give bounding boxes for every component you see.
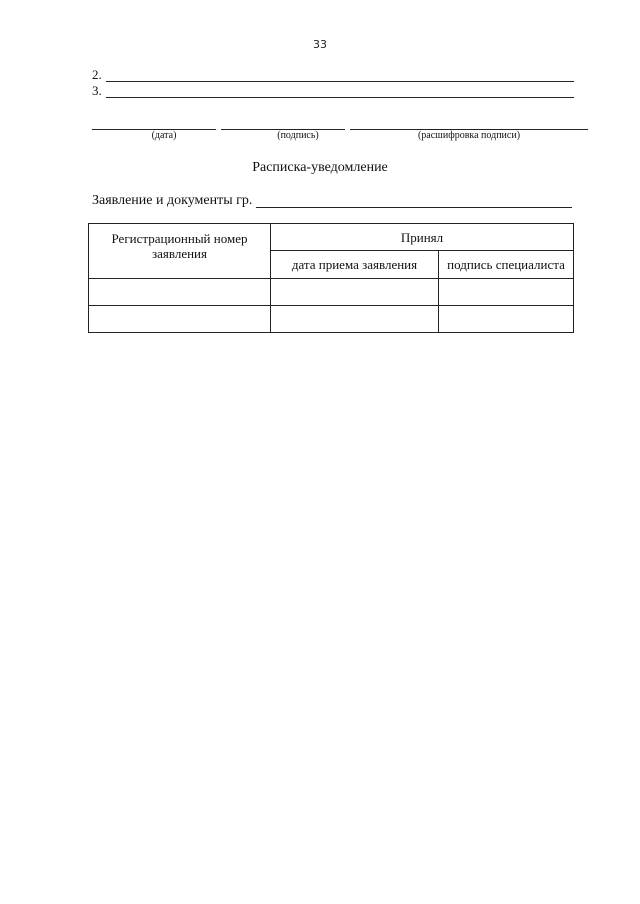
list-item-number: 2. — [92, 67, 102, 82]
list-item-number: 3. — [92, 83, 102, 98]
applicant-blank — [256, 207, 572, 208]
table-cell — [439, 279, 574, 306]
accepted-header: Принял — [271, 224, 574, 251]
table-cell — [439, 306, 574, 333]
decoding-caption: (расшифровка подписи) — [417, 130, 521, 141]
list-item-3 — [92, 84, 574, 100]
table-row — [89, 306, 574, 333]
date-header: дата приема заявления — [271, 251, 439, 279]
table-cell — [89, 279, 271, 306]
table-row — [89, 279, 574, 306]
blank-line — [106, 81, 574, 82]
signature-header: подпись специалиста — [439, 251, 574, 279]
table-header-row — [89, 224, 574, 251]
reg-number-header: Регистрационный номер заявления — [89, 224, 271, 279]
receipt-title: Расписка-уведомление — [252, 160, 388, 175]
table-cell — [271, 306, 439, 333]
list-item-2 — [92, 68, 574, 84]
table-cell — [89, 306, 271, 333]
page-number: 33 — [313, 38, 327, 51]
signature-caption: (подпись) — [277, 130, 319, 141]
blank-line — [106, 97, 574, 98]
registration-table — [88, 223, 574, 333]
applicant-label: Заявление и документы гр. — [92, 193, 253, 208]
applicant-line — [92, 193, 572, 211]
table-cell — [271, 279, 439, 306]
date-caption: (дата) — [151, 130, 177, 141]
